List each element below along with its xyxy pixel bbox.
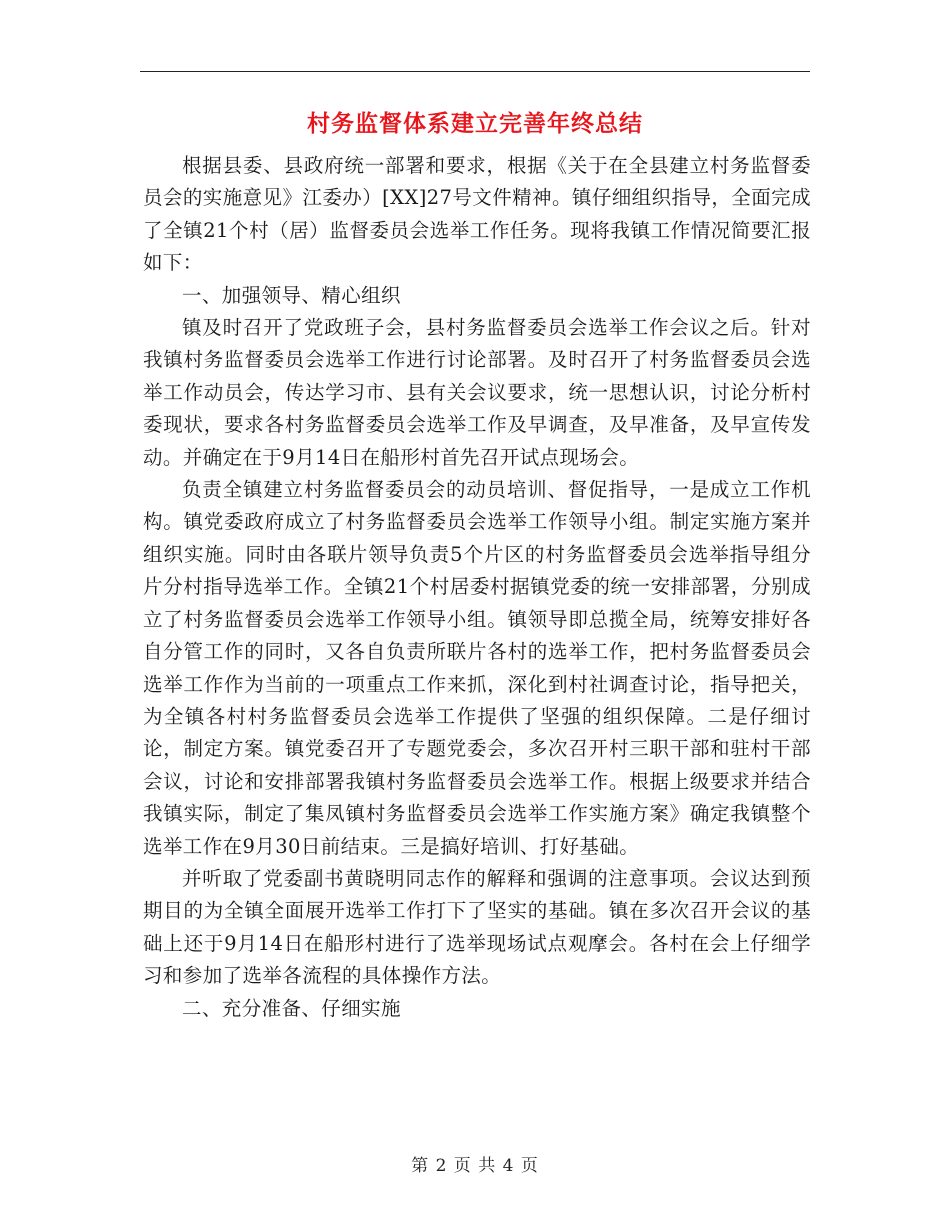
section-heading-1: 一、加强领导、精心组织 xyxy=(182,283,401,307)
paragraph-intro: 根据县委、县政府统一部署和要求，根据《关于在全县建立村务监督委员会的实施意见》江委办）[XX]27号文件精神。镇仔细组织指导，全面完成了全镇21个村（居）监督委员会选举工作任务。现将我镇工作情况简要汇报如下： xyxy=(143,154,811,275)
paragraph-organization: 负责全镇建立村务监督委员会的动员培训、督促指导，一是成立工作机构。镇党委政府成立了村务监督委员会选举工作领导小组。制定实施方案并组织实施。同时由各联片领导负责5个片区的村务监督委员会选举指导组分片分村指导选举工作。全镇21个村居委村据镇党委的统一安排部署，分别成立了村务监督委员会选举工作领导小组。镇领导即总揽全局，统筹安排好各自分管工作的同时，又各自负责所联片各村的选举工作，把村务监督委员会选举工作作为当前的一项重点工作来抓，深化到村社调查讨论，指导把关，为全镇各村村务监督委员会选举工作提供了坚强的组织保障。二是仔细讨论，制定方案。镇党委召开了专题党委会，多次召开村三职干部和驻村干部会议，讨论和安排部署我镇村务监督委员会选举工作。根据上级要求并结合我镇实际，制定了集凤镇村务监督委员会选举工作实施方案》确定我镇整个选举工作在9月30日前结束。三是搞好培训、打好基础。 xyxy=(143,478,811,858)
section-heading-2: 二、充分准备、仔细实施 xyxy=(182,996,401,1020)
header-rule xyxy=(140,71,810,72)
document-body xyxy=(143,150,811,1025)
document-title: 村务监督体系建立完善年终总结 xyxy=(307,110,643,137)
page-number-footer: 第 2 页 共 4 页 xyxy=(411,1156,539,1176)
paragraph-meeting: 镇及时召开了党政班子会，县村务监督委员会选举工作会议之后。针对我镇村务监督委员会选举工作进行讨论部署。及时召开了村务监督委员会选举工作动员会，传达学习市、县有关会议要求，统一思想认识，讨论分析村委现状，要求各村务监督委员会选举工作及早调查，及早准备，及早宣传发动。并确定在于9月14日在船形村首先召开试点现场会。 xyxy=(143,316,811,469)
paragraph-training: 并听取了党委副书黄晓明同志作的解释和强调的注意事项。会议达到预期目的为全镇全面展开选举工作打下了坚实的基础。镇在多次召开会议的基础上还于9月14日在船形村进行了选举现场试点观摩会。各村在会上仔细学习和参加了选举各流程的具体操作方法。 xyxy=(143,866,811,988)
